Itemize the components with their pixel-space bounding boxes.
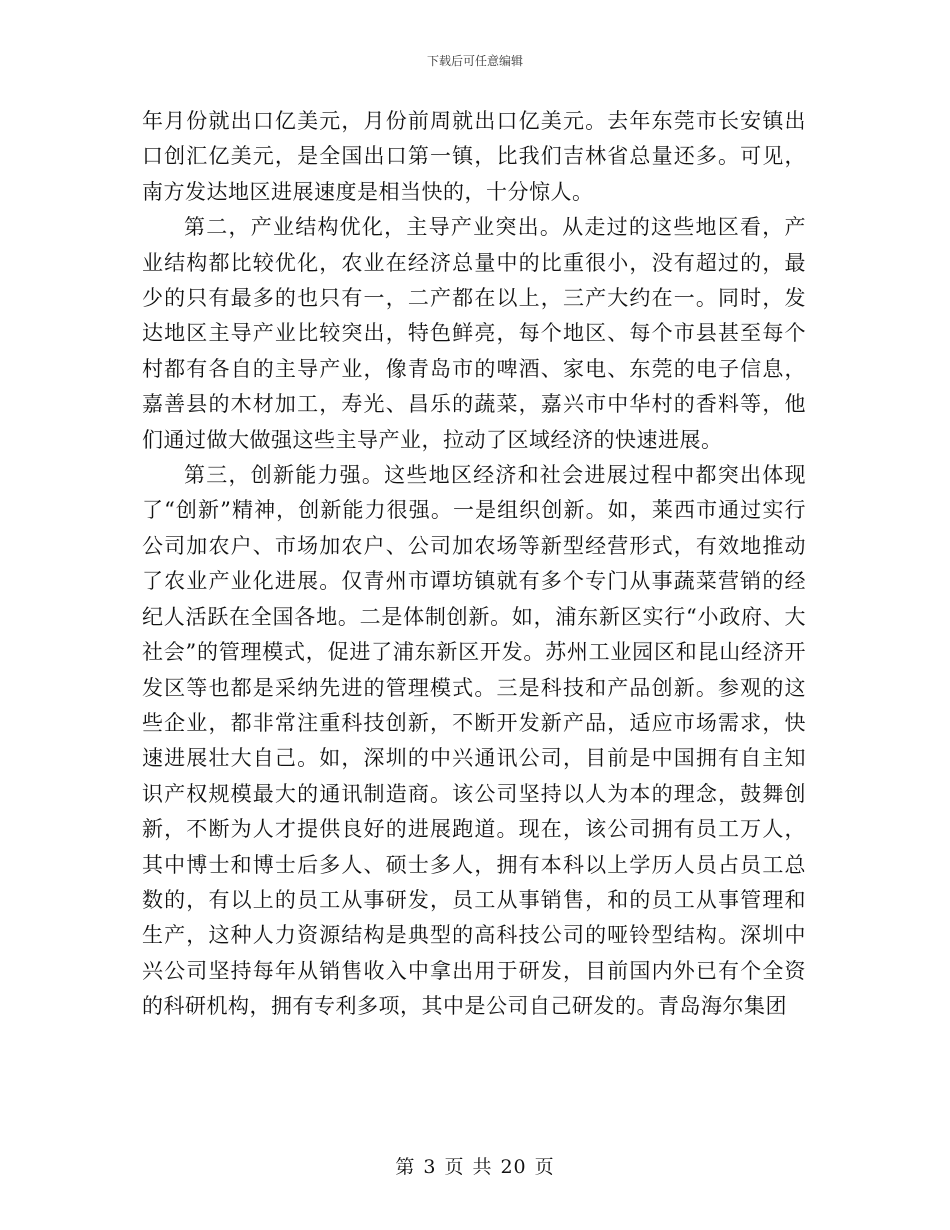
footer-label-total-unit: 页	[534, 1156, 555, 1178]
footer-label-page-unit: 页	[444, 1156, 465, 1178]
paragraph-innovation: 第三，创新能力强。这些地区经济和社会进展过程中都突出体现了“创新”精神，创新能力很强。一是组织创新。如，莱西市通过实行公司加农户、市场加农户、公司加农场等新型经营形式，有效地推动了农业产业化进展。仅青州市谭坊镇就有多个专门从事蔬菜营销的经纪人活跃在全国各地。二是体制创新。如，浦东新区实行“小政府、大社会”的管理模式，促进了浦东新区开发。苏州工业园区和昆山经济开发区等也都是采纳先进的管理模式。三是科技和产品创新。参观的这些企业，都非常注重科技创新，不断开发新产品，适应市场需求，快速进展壮大自己。如，深圳的中兴通讯公司，目前是中国拥有自主知识产权规模最大的通讯制造商。该公司坚持以人为本的理念，鼓舞创新，不断为人才提供良好的进展跑道。现在，该公司拥有员工万人，其中博士和博士后多人、硕士多人，拥有本科以上学历人员占员工总数的，有以上的员工从事研发，员工从事销售，和的员工从事管理和生产，这种人力资源结构是典型的高科技公司的哑铃型结构。深圳中兴公司坚持每年从销售收入中拿出用于研发，目前国内外已有个全资的科研机构，拥有专利多项，其中是公司自己研发的。青岛海尔集团	[142, 463, 806, 1019]
footer-label-total: 共	[472, 1156, 493, 1178]
paragraph-continuation: 年月份就出口亿美元，月份前周就出口亿美元。去年东莞市长安镇出口创汇亿美元，是全国出口第一镇，比我们吉林省总量还多。可见，南方发达地区进展速度是相当快的，十分惊人。	[142, 109, 806, 204]
page-footer	[0, 1152, 950, 1179]
footer-total-pages: 20	[500, 1156, 527, 1178]
footer-current-page: 3	[423, 1156, 437, 1178]
paragraph-industry-structure: 第二，产业结构优化，主导产业突出。从走过的这些地区看，产业结构都比较优化，农业在经济总量中的比重很小，没有超过的，最少的只有最多的也只有一，二产都在以上，三产大约在一。同时，发达地区主导产业比较突出，特色鲜亮，每个地区、每个市县甚至每个村都有各自的主导产业，像青岛市的啤酒、家电、东莞的电子信息，嘉善县的木材加工，寿光、昌乐的蔬菜，嘉兴市中华村的香料等，他们通过做大做强这些主导产业，拉动了区域经济的快速进展。	[142, 215, 806, 452]
footer-label-page: 第	[395, 1156, 416, 1178]
page-header: 下载后可任意编辑	[426, 54, 523, 68]
document-body	[142, 104, 806, 1025]
